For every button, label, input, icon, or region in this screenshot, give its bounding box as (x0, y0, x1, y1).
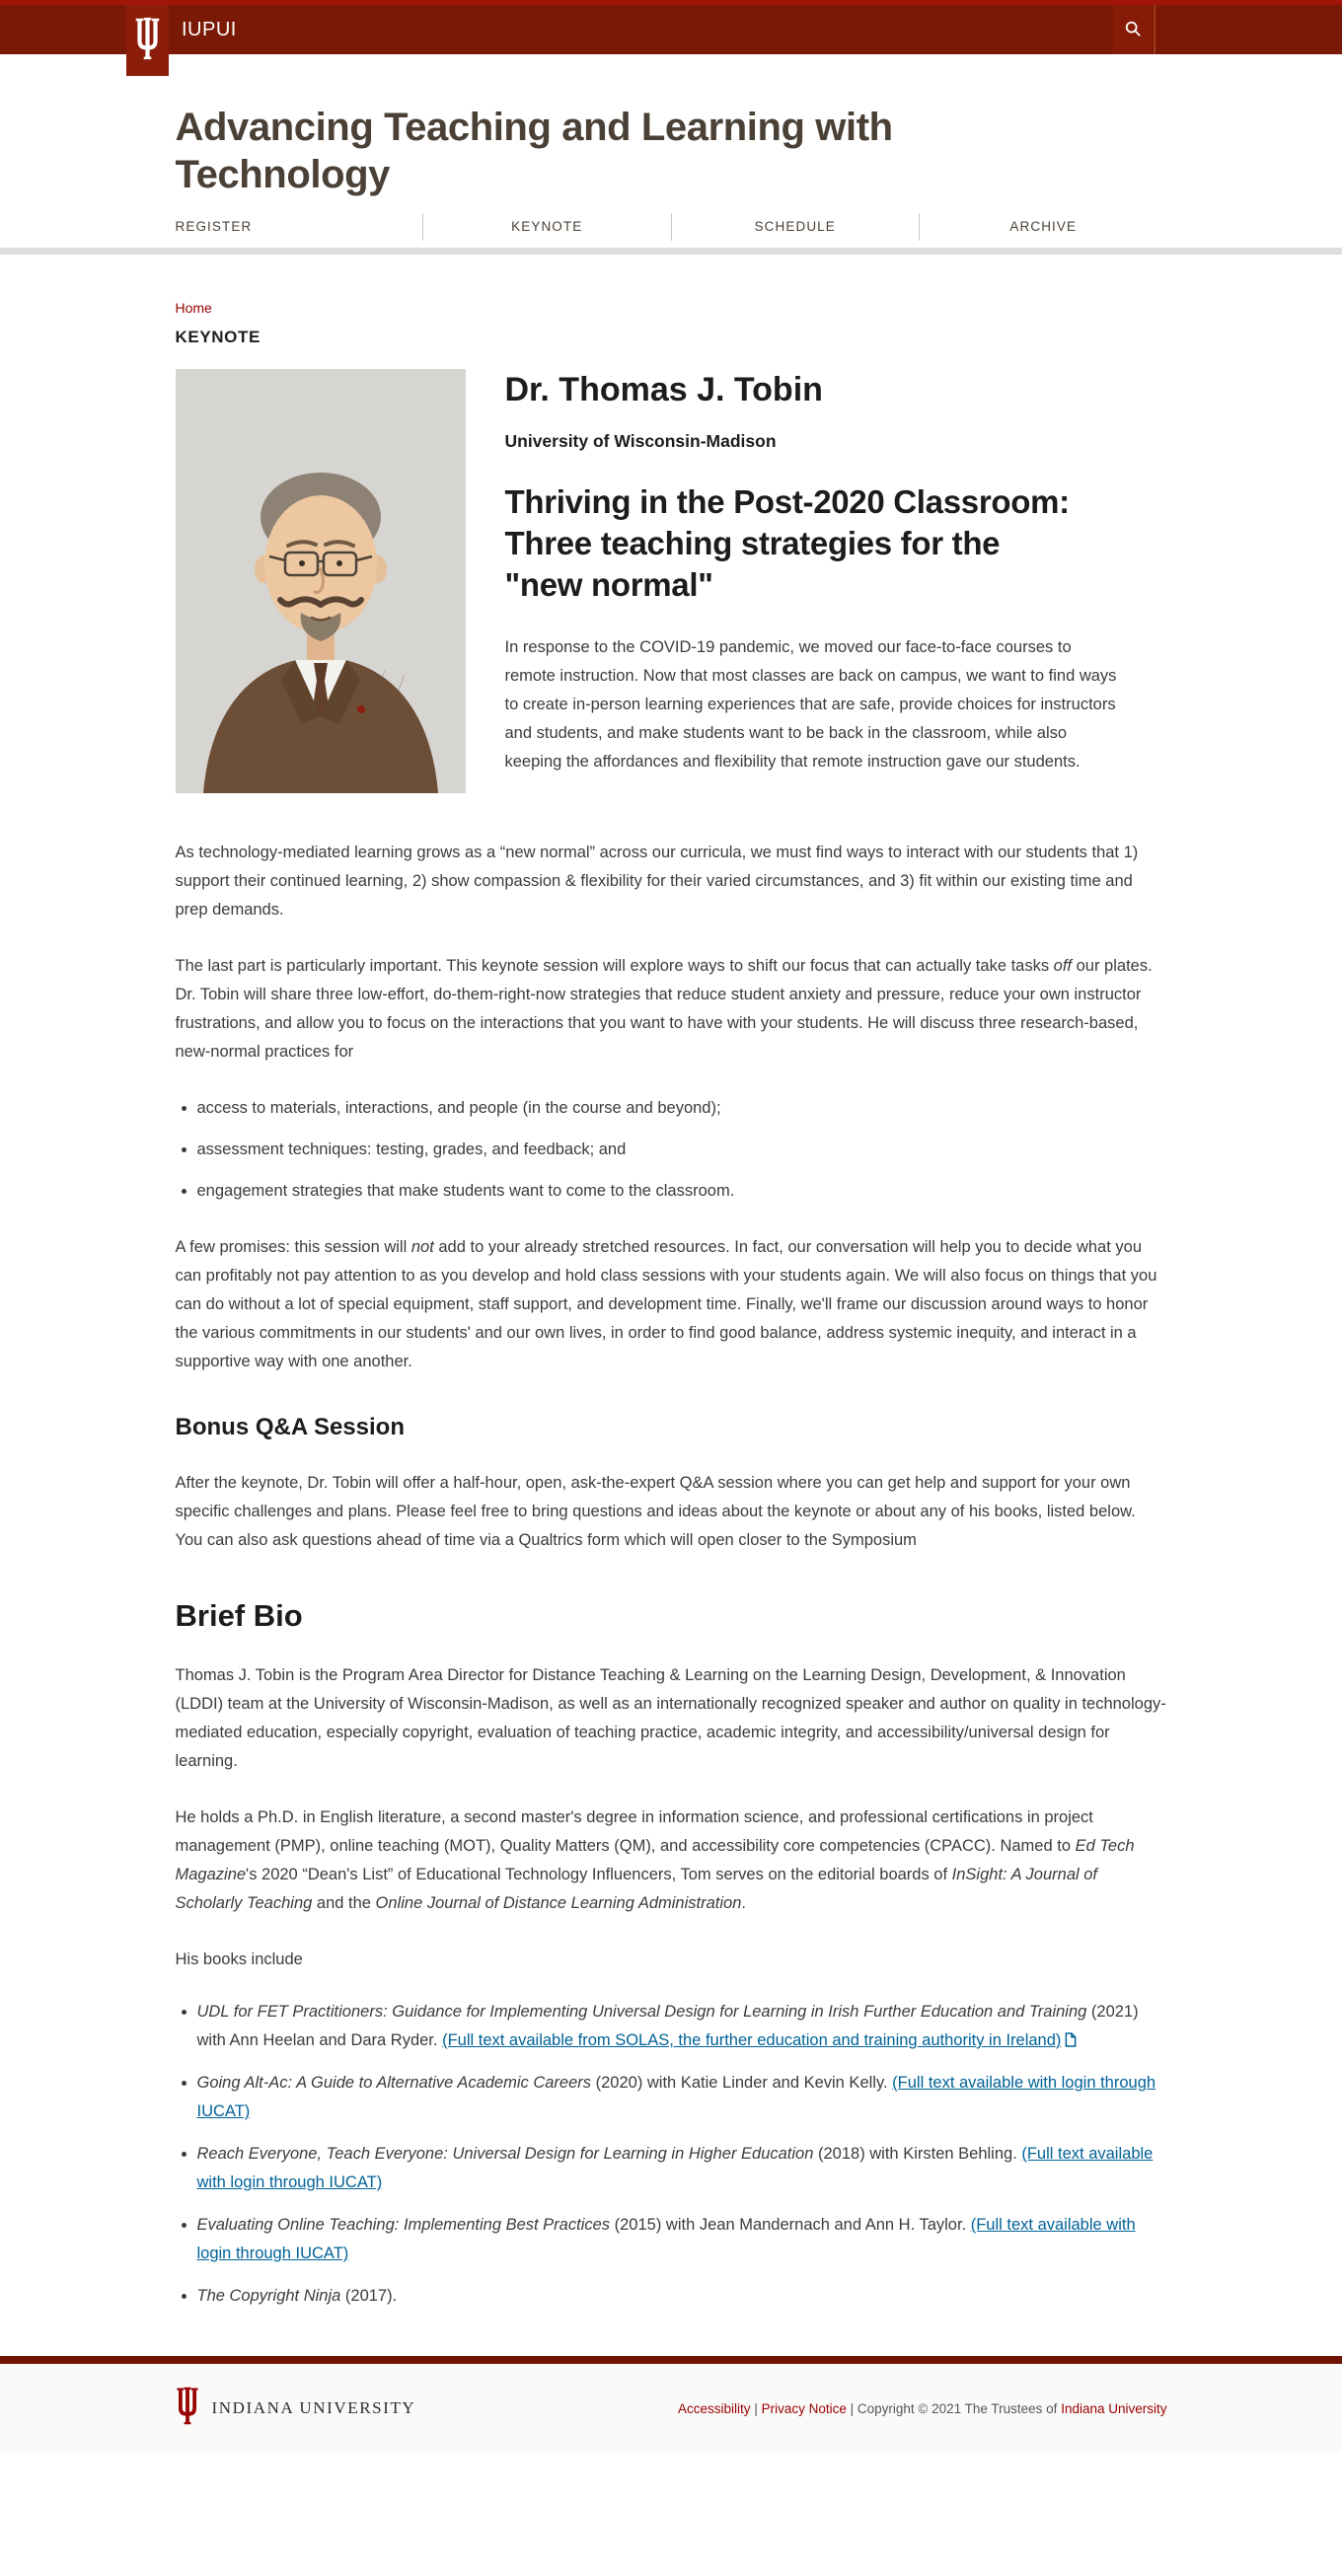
full-text-link[interactable]: (Full text available with login through IUCAT) (196, 2145, 1154, 2191)
paragraph-new-normal: As technology-mediated learning grows as a “new normal” across our curricula, we must find ways to interact with our students that 1) support their continued learning, 2) show compassion & flexibility for their varied circumstances, and 3) fit within our existing time and prep demands. (175, 844, 1139, 919)
main-content (176, 255, 1167, 2311)
paragraph-last-part: The last part is particularly important. This keynote session will explore ways to shift our focus that can actually take tasks off our plates. Dr. Tobin will share three low-effort, do-them-right-now strategies that reduce student anxiety and pressure, reduce your own instructor frustrations, and allow you to focus on the interactions that you want to have with your students. He will discuss three research-based, new-normal practices for (175, 957, 1153, 1061)
talk-intro-paragraph: In response to the COVID-19 pandemic, we moved our face-to-face courses to remote instruction. Now that most classes are back on campus, we want to find ways to create in-person learning experiences that are safe, provide choices for instructors and students, and make students want to be back in the classroom, while also keeping the affordances and flexibility that remote instruction gave our students. (504, 638, 1117, 771)
university-wordmark: INDIANA UNIVERSITY (211, 2398, 416, 2417)
books-list (176, 1998, 1167, 2311)
talk-title: Thriving in the Post-2020 Classroom: Three teaching strategies for the "new normal" (504, 483, 1070, 603)
book-item: • Going Alt-Ac: A Guide to Alternative Academic Careers (2020) with Katie Linder and Kevin Kelly. (Full text available with login through IUCAT) (197, 2069, 1167, 2126)
nav-item-schedule[interactable]: SCHEDULE (671, 213, 920, 241)
trident-icon (134, 17, 161, 65)
search-button[interactable] (1113, 5, 1152, 54)
speaker-affiliation: University of Wisconsin-Madison (504, 431, 777, 451)
footer-accent-bar (0, 2356, 1342, 2364)
search-icon (1124, 20, 1142, 40)
practice-item: • access to materials, interactions, and people (in the course and beyond); (197, 1094, 1167, 1123)
trident-icon (176, 2387, 199, 2430)
footer-link[interactable]: Indiana University (1061, 2400, 1167, 2416)
bio-paragraph-2: He holds a Ph.D. in English literature, a second master's degree in information science, and professional certifications in project management (PMP), online teaching (MOT), Quality Matters (QM), and accessibility core competencies (CPACC). Named to Ed Tech Magazine's 2020 “Dean's List” of Educational Technology Influencers, Tom serves on the editorial boards of InSight: A Journal of Scholarly Teaching and the Online Journal of Distance Learning Administration. (175, 1808, 1135, 1912)
qa-session-heading: Bonus Q&A Session (175, 1414, 405, 1440)
speaker-photo (176, 369, 466, 793)
practice-item: • engagement strategies that make students want to come to the classroom. (197, 1177, 1167, 1206)
full-text-link[interactable]: (Full text available from SOLAS, the further education and training authority in Ireland) (442, 2031, 1062, 2049)
primary-nav (176, 213, 1167, 241)
bio-paragraph-1: Thomas J. Tobin is the Program Area Director for Distance Teaching & Learning on the Learning Design, Development, & Innovation (LDDI) team at the University of Wisconsin-Madison, as well as an internationally recognized speaker and author on quality in technology-mediated education, especially copyright, evaluation of teaching practice, academic integrity, and accessibility/universal design for learning. (175, 1666, 1166, 1770)
full-text-link[interactable]: (Full text available with login through IUCAT) (196, 2074, 1156, 2120)
qa-paragraph: After the keynote, Dr. Tobin will offer a half-hour, open, ask-the-expert Q&A session where you can get help and support for your own specific challenges and plans. Please feel free to bring questions and ideas about the keynote or about any of his books, listed below. You can also ask questions ahead of time via a Qualtrics form which will open closer to the Symposium (175, 1474, 1136, 1549)
practice-item: • assessment techniques: testing, grades, and feedback; and (197, 1136, 1167, 1164)
footer-link[interactable]: Accessibility (678, 2400, 751, 2416)
paragraph-promises: A few promises: this session will not add to your already stretched resources. In fact, our conversation will help you to decide what you can profitably not pay attention to as you develop and hold class sessions with your students again. We will also focus on things that you can do without a lot of special equipment, staff support, and development time. Finally, we'll frame our discussion around ways to honor the various commitments in our students' and our own lives, in order to find good balance, address systemic inequity, and interact in a supportive way with one another. (175, 1238, 1157, 1370)
site-footer (0, 2364, 1342, 2453)
footer-link[interactable]: Privacy Notice (761, 2400, 847, 2416)
keynote-description (176, 839, 1167, 2311)
speaker-profile (176, 369, 1167, 793)
indiana-university-link[interactable] (176, 2387, 416, 2430)
full-text-link[interactable]: (Full text available with login through IUCAT) (196, 2216, 1136, 2262)
brief-bio-heading: Brief Bio (175, 1598, 303, 1633)
practices-list (176, 1094, 1167, 1206)
book-item: • UDL for FET Practitioners: Guidance for Implementing Universal Design for Learning in Irish Further Education and Training (2021) with Ann Heelan and Dara Ryder. (Full text available from SOLAS, the further education and training authority in Ireland) (197, 1998, 1167, 2055)
campus-name-link[interactable]: IUPUI (182, 18, 237, 40)
speaker-name: Dr. Thomas J. Tobin (504, 371, 823, 408)
book-item: • Reach Everyone, Teach Everyone: Universal Design for Learning in Higher Education (2018) with Kirsten Behling. (Full text available with login through IUCAT) (197, 2140, 1167, 2197)
site-header (176, 54, 1167, 241)
header-divider (1154, 5, 1156, 54)
footer-legal-line: Accessibility | Privacy Notice | Copyright © 2021 The Trustees of Indiana University (678, 2400, 1167, 2416)
nav-item-keynote[interactable]: KEYNOTE (422, 213, 671, 241)
iu-trident-logo[interactable] (126, 5, 169, 76)
campus-header-bar (0, 5, 1342, 54)
nav-item-register[interactable]: REGISTER (175, 219, 253, 234)
books-intro: His books include (175, 1950, 303, 1968)
speaker-details (505, 369, 1167, 793)
page-section-label: KEYNOTE (175, 328, 261, 346)
book-item: • Evaluating Online Teaching: Implementing Best Practices (2015) with Jean Mandernach and Ann H. Taylor. (Full text available with login through IUCAT) (197, 2211, 1167, 2268)
nav-item-archive[interactable]: ARCHIVE (919, 213, 1167, 241)
site-title[interactable]: Advancing Teaching and Learning with Technology (175, 106, 893, 196)
breadcrumb-home-link[interactable]: Home (175, 300, 212, 316)
breadcrumb (176, 300, 1167, 318)
book-item: • The Copyright Ninja (2017). (197, 2282, 1167, 2311)
document-icon (1065, 2031, 1077, 2049)
header-rule (0, 248, 1342, 255)
